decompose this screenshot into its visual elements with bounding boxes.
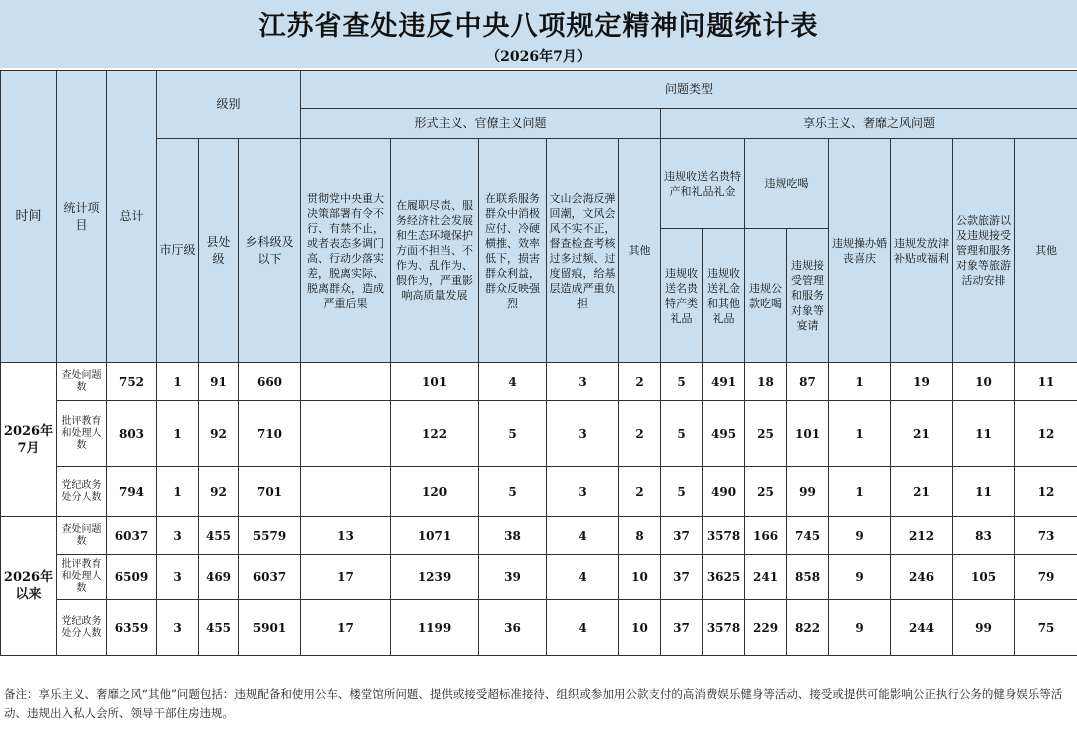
value-cell: 4	[479, 363, 547, 401]
value-cell: 5	[479, 401, 547, 467]
header-level-town: 乡科级及以下	[239, 139, 301, 363]
header-formalism-3: 在联系服务群众中消极应付、冷硬横推、效率低下，损害群众利益，群众反映强烈	[479, 139, 547, 363]
header-subsidy: 违规发放津补贴或福利	[891, 139, 953, 363]
value-cell: 455	[199, 517, 239, 555]
header-gift-1: 违规收送名贵特产类礼品	[661, 229, 703, 363]
value-cell: 1071	[391, 517, 479, 555]
value-cell: 9	[829, 600, 891, 656]
value-cell: 37	[661, 555, 703, 600]
value-cell: 92	[199, 467, 239, 517]
value-cell: 99	[953, 600, 1015, 656]
header-time: 时间	[1, 71, 57, 363]
value-cell: 1	[157, 467, 199, 517]
header-hedonism-other: 其他	[1015, 139, 1077, 363]
value-cell: 17	[301, 555, 391, 600]
value-cell: 491	[703, 363, 745, 401]
table-subtitle: （2026年7月）	[486, 49, 591, 65]
value-cell: 19	[891, 363, 953, 401]
value-cell: 105	[953, 555, 1015, 600]
value-cell: 469	[199, 555, 239, 600]
row-label: 查处问题数	[57, 363, 107, 401]
row-label: 党纪政务处分人数	[57, 467, 107, 517]
value-cell: 73	[1015, 517, 1077, 555]
value-cell: 91	[199, 363, 239, 401]
header-level-city: 市厅级	[157, 139, 199, 363]
value-cell: 75	[1015, 600, 1077, 656]
value-cell: 241	[745, 555, 787, 600]
value-cell: 2	[619, 467, 661, 517]
value-cell: 4	[547, 600, 619, 656]
statistics-table	[0, 70, 1077, 656]
value-cell: 120	[391, 467, 479, 517]
value-cell: 11	[1015, 363, 1077, 401]
value-cell	[301, 363, 391, 401]
value-cell: 83	[953, 517, 1015, 555]
value-cell: 11	[953, 467, 1015, 517]
value-cell: 1	[829, 363, 891, 401]
value-cell: 229	[745, 600, 787, 656]
value-cell: 752	[107, 363, 157, 401]
value-cell: 5	[661, 467, 703, 517]
value-cell: 9	[829, 517, 891, 555]
value-cell: 18	[745, 363, 787, 401]
value-cell: 37	[661, 517, 703, 555]
value-cell: 1	[829, 467, 891, 517]
value-cell: 5	[661, 363, 703, 401]
value-cell: 17	[301, 600, 391, 656]
table-row	[1, 363, 1077, 401]
value-cell: 5	[479, 467, 547, 517]
value-cell: 5579	[239, 517, 301, 555]
table-body	[1, 363, 1077, 656]
header-level: 级别	[157, 71, 301, 139]
value-cell: 25	[745, 401, 787, 467]
header-formalism: 形式主义、官僚主义问题	[301, 109, 661, 139]
value-cell: 212	[891, 517, 953, 555]
table-row	[1, 517, 1077, 555]
table-title: 江苏省查处违反中央八项规定精神问题统计表	[258, 11, 819, 42]
value-cell: 4	[547, 517, 619, 555]
value-cell	[301, 401, 391, 467]
value-cell: 1	[157, 363, 199, 401]
value-cell: 87	[787, 363, 829, 401]
value-cell: 37	[661, 600, 703, 656]
value-cell: 1239	[391, 555, 479, 600]
value-cell: 92	[199, 401, 239, 467]
row-label: 批评教育和处理人数	[57, 555, 107, 600]
value-cell: 858	[787, 555, 829, 600]
value-cell: 2	[619, 401, 661, 467]
value-cell: 3	[157, 555, 199, 600]
header-formalism-other: 其他	[619, 139, 661, 363]
value-cell: 166	[745, 517, 787, 555]
header-hedonism: 享乐主义、奢靡之风问题	[661, 109, 1077, 139]
header-wedding: 违规操办婚丧喜庆	[829, 139, 891, 363]
value-cell: 6037	[239, 555, 301, 600]
value-cell: 79	[1015, 555, 1077, 600]
value-cell: 803	[107, 401, 157, 467]
header-problem-type: 问题类型	[301, 71, 1077, 109]
value-cell: 6509	[107, 555, 157, 600]
value-cell: 1	[157, 401, 199, 467]
period-cell: 2026年7月	[1, 363, 57, 517]
value-cell: 3578	[703, 600, 745, 656]
header-total: 总计	[107, 71, 157, 363]
header-eat-2: 违规接受管理和服务对象等宴请	[787, 229, 829, 363]
value-cell: 101	[787, 401, 829, 467]
value-cell: 12	[1015, 401, 1077, 467]
value-cell: 101	[391, 363, 479, 401]
value-cell: 495	[703, 401, 745, 467]
value-cell: 21	[891, 401, 953, 467]
value-cell: 36	[479, 600, 547, 656]
row-label: 党纪政务处分人数	[57, 600, 107, 656]
header-item: 统计项目	[57, 71, 107, 363]
value-cell: 3	[547, 363, 619, 401]
value-cell: 710	[239, 401, 301, 467]
row-label: 查处问题数	[57, 517, 107, 555]
value-cell: 3625	[703, 555, 745, 600]
value-cell: 13	[301, 517, 391, 555]
value-cell: 25	[745, 467, 787, 517]
footnote: 备注：享乐主义、奢靡之风“其他”问题包括：违规配备和使用公车、楼堂馆所问题、提供或接受超标准接待、组织或参加用公款支付的高消费娱乐健身等活动、接受或提供可能影响公正执行公务的健身娱乐等活动、违规出入私人会所、领导干部住房违规。	[4, 687, 1063, 720]
value-cell: 8	[619, 517, 661, 555]
value-cell: 9	[829, 555, 891, 600]
value-cell: 10	[619, 555, 661, 600]
value-cell: 701	[239, 467, 301, 517]
value-cell: 122	[391, 401, 479, 467]
value-cell: 3	[157, 600, 199, 656]
value-cell: 12	[1015, 467, 1077, 517]
header-gift: 违规收送名贵特产和礼品礼金	[661, 139, 745, 229]
value-cell: 10	[619, 600, 661, 656]
value-cell: 5	[661, 401, 703, 467]
header-gift-2: 违规收送礼金和其他礼品	[703, 229, 745, 363]
value-cell: 490	[703, 467, 745, 517]
value-cell: 21	[891, 467, 953, 517]
value-cell: 4	[547, 555, 619, 600]
value-cell: 5901	[239, 600, 301, 656]
value-cell: 10	[953, 363, 1015, 401]
table-row	[1, 600, 1077, 656]
row-label: 批评教育和处理人数	[57, 401, 107, 467]
header-formalism-2: 在履职尽责、服务经济社会发展和生态环境保护方面不担当、不作为、乱作为、假作为，严重影响高质量发展	[391, 139, 479, 363]
header-eat: 违规吃喝	[745, 139, 829, 229]
value-cell: 11	[953, 401, 1015, 467]
value-cell: 794	[107, 467, 157, 517]
value-cell: 2	[619, 363, 661, 401]
header-travel: 公款旅游以及违规接受管理和服务对象等旅游活动安排	[953, 139, 1015, 363]
value-cell: 244	[891, 600, 953, 656]
header-eat-1: 违规公款吃喝	[745, 229, 787, 363]
header-formalism-1: 贯彻党中央重大决策部署有令不行、有禁不止，或者表态多调门高、行动少落实差，脱离实际、脱离群众，造成严重后果	[301, 139, 391, 363]
value-cell: 745	[787, 517, 829, 555]
value-cell: 39	[479, 555, 547, 600]
value-cell: 822	[787, 600, 829, 656]
value-cell: 3578	[703, 517, 745, 555]
value-cell: 1199	[391, 600, 479, 656]
table-row	[1, 401, 1077, 467]
table-row	[1, 467, 1077, 517]
value-cell: 1	[829, 401, 891, 467]
value-cell: 6359	[107, 600, 157, 656]
value-cell: 6037	[107, 517, 157, 555]
value-cell: 246	[891, 555, 953, 600]
header-formalism-4: 文山会海反弹回潮，文风会风不实不正，督查检查考核过多过频、过度留痕，给基层造成严重负担	[547, 139, 619, 363]
value-cell: 3	[547, 401, 619, 467]
value-cell: 3	[157, 517, 199, 555]
value-cell	[301, 467, 391, 517]
table-row	[1, 555, 1077, 600]
value-cell: 38	[479, 517, 547, 555]
header-level-county: 县处级	[199, 139, 239, 363]
value-cell: 455	[199, 600, 239, 656]
value-cell: 3	[547, 467, 619, 517]
value-cell: 99	[787, 467, 829, 517]
value-cell: 660	[239, 363, 301, 401]
period-cell: 2026年以来	[1, 517, 57, 656]
